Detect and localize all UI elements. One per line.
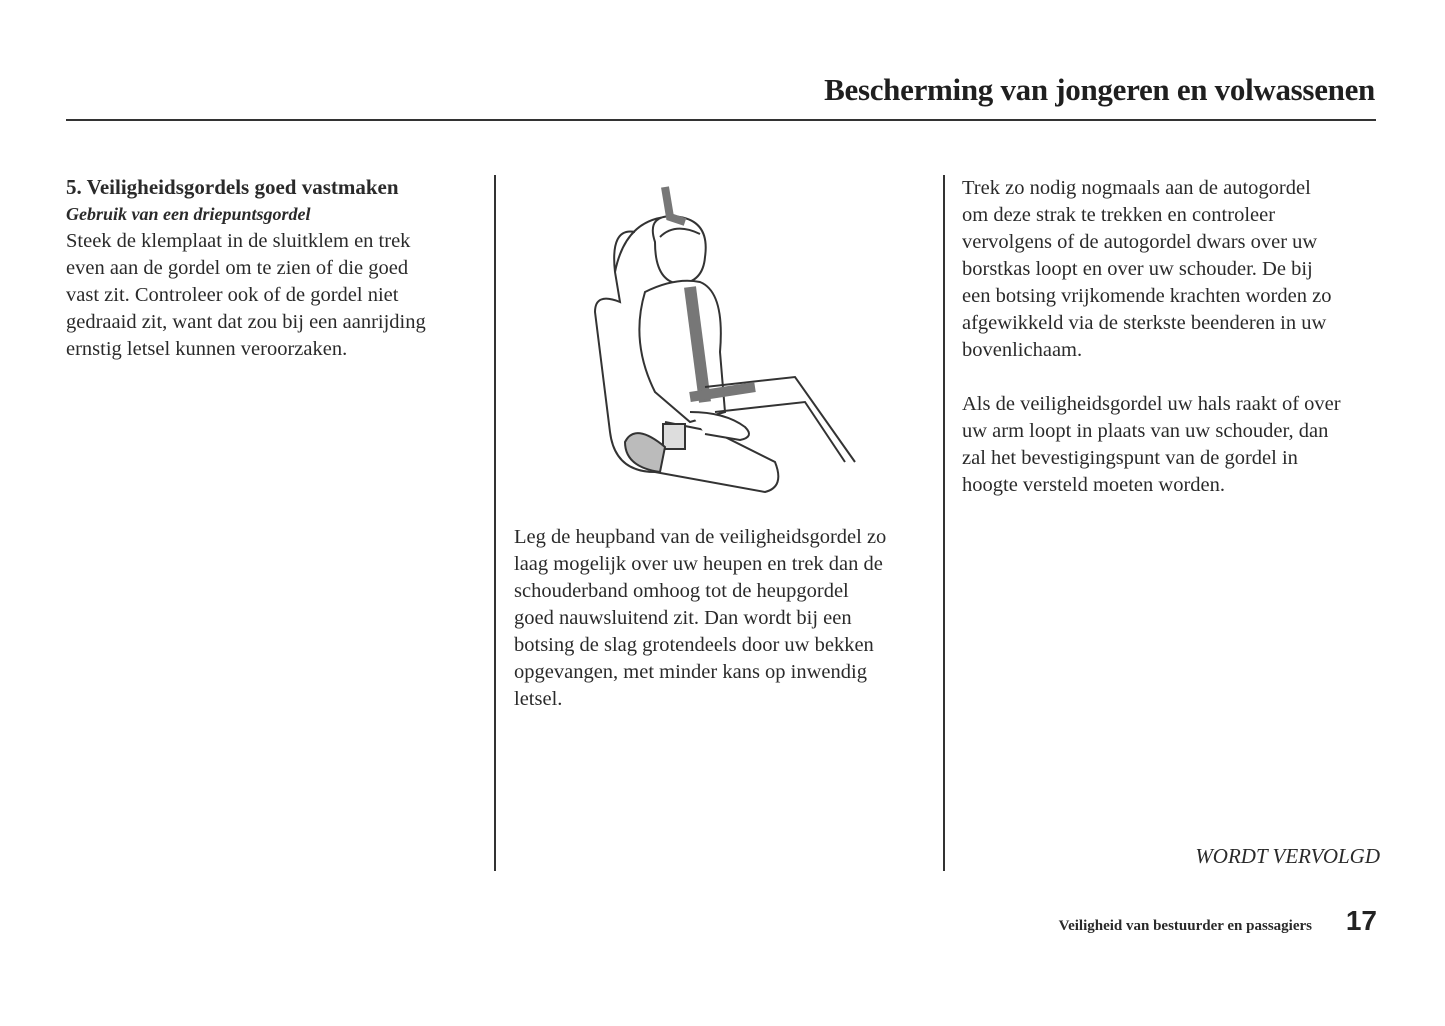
text-line: vast zit. Controleer ook of de gordel niet — [66, 284, 399, 306]
text-line: botsing de slag grotendeels door uw bekken — [514, 634, 874, 656]
text-line: Leg de heupband van de veiligheidsgordel zo — [514, 526, 887, 548]
middle-column — [514, 524, 886, 713]
footer-section: Veiligheid van bestuurder en passagiers — [1058, 918, 1312, 934]
section-heading: 5. Veiligheidsgordels goed vastmaken — [66, 175, 399, 199]
column-divider — [943, 175, 945, 871]
column-divider — [494, 175, 496, 871]
text-line: ernstig letsel kunnen veroorzaken. — [66, 338, 348, 360]
page-title: Bescherming van jongeren en volwassenen — [824, 72, 1375, 107]
text-line: Als de veiligheidsgordel uw hals raakt of over — [962, 393, 1341, 415]
text-line: bovenlichaam. — [962, 339, 1083, 361]
section-subheading: Gebruik van een driepuntsgordel — [66, 204, 311, 224]
text-line: zal het bevestigingspunt van de gordel in — [962, 447, 1298, 469]
text-line: opgevangen, met minder kans op inwendig — [514, 661, 867, 683]
text-line: hoogte versteld moeten worden. — [962, 474, 1226, 496]
text-line: een botsing vrijkomende krachten worden zo — [962, 285, 1332, 307]
text-line: goed nauwsluitend zit. Dan wordt bij een — [514, 607, 852, 629]
text-line: gedraaid zit, want dat zou bij een aanrijding — [66, 311, 426, 333]
text-line: schouderband omhoog tot de heupgordel — [514, 580, 849, 602]
text-line: laag mogelijk over uw heupen en trek dan de — [514, 553, 883, 575]
right-column — [962, 175, 1341, 499]
page-number: 17 — [1345, 905, 1377, 936]
text-line: Trek zo nodig nogmaals aan de autogordel — [962, 177, 1311, 199]
text-line: uw arm loopt in plaats van uw schouder, dan — [962, 420, 1329, 442]
text-line: vervolgens of de autogordel dwars over uw — [962, 231, 1318, 253]
continued-label: WORDT VERVOLGD — [1195, 844, 1380, 868]
left-column — [66, 174, 426, 363]
text-line: afgewikkeld via de sterkste beenderen in uw — [962, 312, 1327, 334]
text-line: even aan de gordel om te zien of die goed — [66, 257, 409, 279]
seatbelt-illustration — [515, 172, 925, 507]
text-line: Steek de klemplaat in de sluitklem en trek — [66, 230, 411, 252]
text-line: letsel. — [514, 688, 563, 710]
text-line: borstkas loopt en over uw schouder. De bij — [962, 258, 1313, 280]
header-rule — [66, 119, 1376, 121]
text-line: om deze strak te trekken en controleer — [962, 204, 1276, 226]
